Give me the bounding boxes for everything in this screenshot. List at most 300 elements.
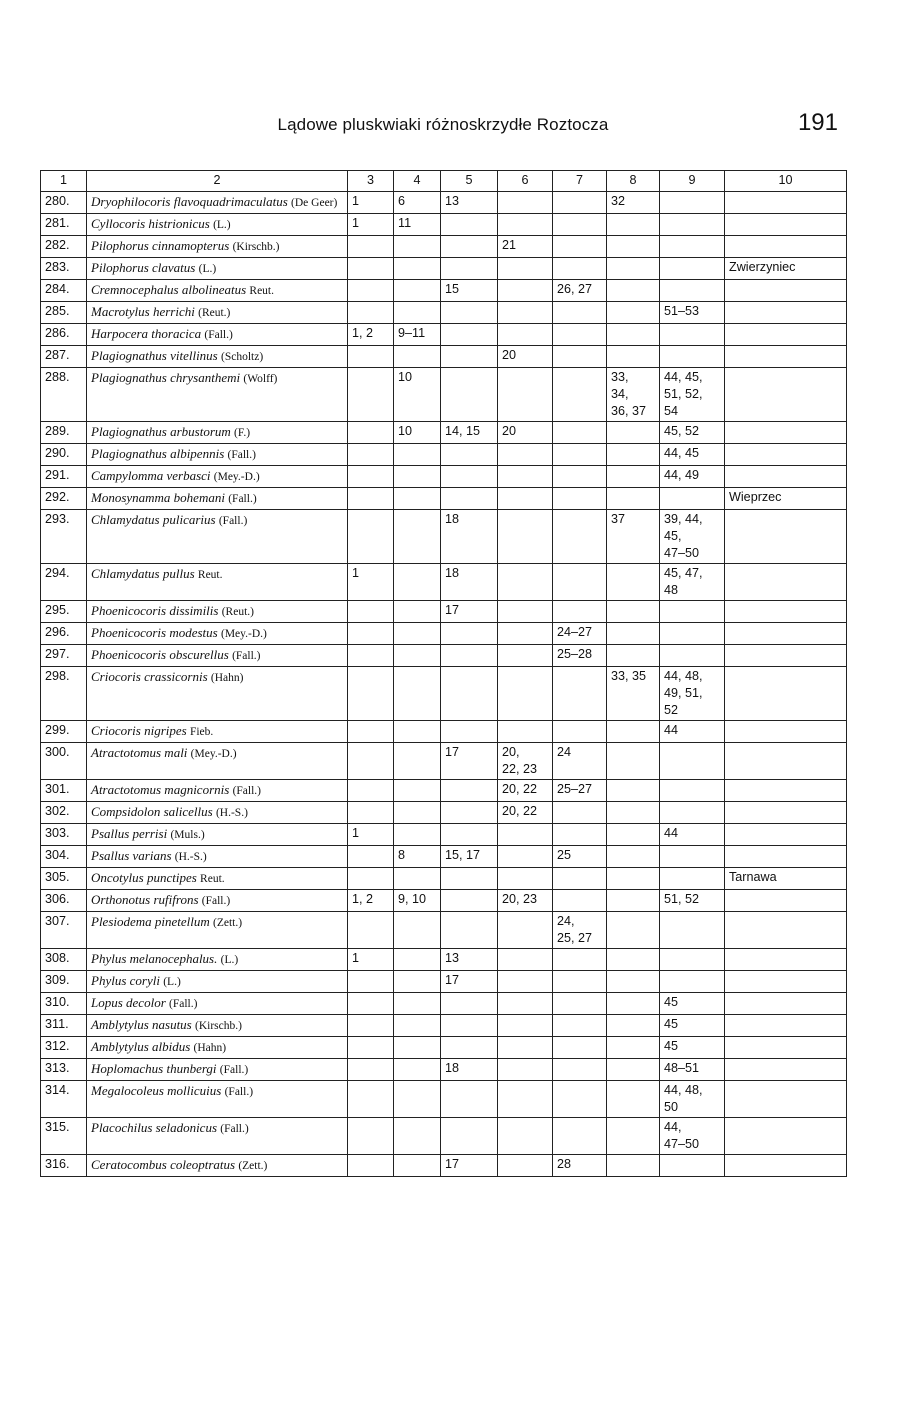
species-cell	[87, 780, 348, 802]
species-name: Plagiognathus albipennis	[91, 446, 225, 461]
cell-col-9	[660, 780, 725, 802]
cell-col-10	[725, 802, 847, 824]
cell-value: 1, 2	[352, 326, 374, 340]
cell-value: 15	[445, 282, 460, 296]
row-number: 285.	[41, 302, 87, 324]
table-row	[41, 971, 847, 993]
cell-col-7	[553, 324, 607, 346]
cell-col-4	[394, 890, 441, 912]
cell-col-4	[394, 444, 441, 466]
cell-col-7	[553, 258, 607, 280]
cell-col-8	[607, 368, 660, 422]
cell-col-6	[498, 721, 553, 743]
cell-col-4	[394, 1037, 441, 1059]
cell-col-5	[441, 780, 498, 802]
cell-col-3	[348, 236, 394, 258]
cell-value: 45, 52	[664, 424, 700, 438]
cell-col-8	[607, 868, 660, 890]
column-header-2: 2	[87, 171, 348, 192]
cell-col-7	[553, 280, 607, 302]
cell-col-7	[553, 564, 607, 601]
species-name: Pilophorus clavatus	[91, 260, 196, 275]
cell-col-5	[441, 324, 498, 346]
cell-col-3	[348, 1059, 394, 1081]
cell-col-6	[498, 993, 553, 1015]
table-row	[41, 993, 847, 1015]
cell-col-4	[394, 721, 441, 743]
species-cell	[87, 1059, 348, 1081]
cell-col-7	[553, 510, 607, 564]
cell-col-10	[725, 302, 847, 324]
table-body	[41, 192, 847, 1177]
species-cell	[87, 971, 348, 993]
table-row	[41, 1059, 847, 1081]
species-author: (F.)	[234, 427, 251, 439]
row-number: 311.	[41, 1015, 87, 1037]
cell-col-7	[553, 346, 607, 368]
table-row	[41, 236, 847, 258]
cell-col-6	[498, 1118, 553, 1155]
cell-col-6	[498, 780, 553, 802]
row-number: 303.	[41, 824, 87, 846]
row-number: 295.	[41, 601, 87, 623]
cell-col-3	[348, 949, 394, 971]
cell-col-6	[498, 280, 553, 302]
cell-col-6	[498, 236, 553, 258]
cell-col-5	[441, 564, 498, 601]
species-name: Placochilus seladonicus	[91, 1120, 218, 1135]
species-name: Chlamydatus pulicarius	[91, 512, 216, 527]
cell-col-9	[660, 802, 725, 824]
table-row	[41, 1081, 847, 1118]
cell-col-10	[725, 1015, 847, 1037]
cell-col-8	[607, 601, 660, 623]
cell-col-7	[553, 868, 607, 890]
cell-col-7	[553, 1155, 607, 1177]
row-number: 299.	[41, 721, 87, 743]
cell-col-7	[553, 1118, 607, 1155]
cell-col-9	[660, 721, 725, 743]
species-cell	[87, 324, 348, 346]
table-row	[41, 510, 847, 564]
row-number: 286.	[41, 324, 87, 346]
species-name: Dryophilocoris flavoquadrimaculatus	[91, 194, 288, 209]
cell-value: 24	[557, 745, 572, 759]
cell-value: 25–28	[557, 647, 593, 661]
cell-col-5	[441, 510, 498, 564]
cell-col-3	[348, 1118, 394, 1155]
cell-col-3	[348, 993, 394, 1015]
cell-col-3	[348, 601, 394, 623]
species-author: (Fall.)	[227, 449, 256, 461]
cell-col-6	[498, 192, 553, 214]
cell-col-10	[725, 601, 847, 623]
cell-col-8	[607, 444, 660, 466]
species-author: (De Geer)	[291, 197, 338, 209]
cell-col-4	[394, 488, 441, 510]
table-row	[41, 743, 847, 780]
species-name: Campylomma verbasci	[91, 468, 211, 483]
cell-value: 9, 10	[398, 892, 427, 906]
cell-col-7	[553, 645, 607, 667]
cell-value: 10	[398, 370, 413, 384]
row-number: 306.	[41, 890, 87, 912]
cell-col-7	[553, 302, 607, 324]
table-row	[41, 280, 847, 302]
cell-col-9	[660, 890, 725, 912]
cell-col-5	[441, 466, 498, 488]
cell-col-3	[348, 302, 394, 324]
cell-value: 18	[445, 1061, 460, 1075]
cell-value: 51, 52	[664, 892, 700, 906]
cell-col-4	[394, 1081, 441, 1118]
cell-col-8	[607, 824, 660, 846]
row-number: 290.	[41, 444, 87, 466]
table-row	[41, 346, 847, 368]
table-row	[41, 302, 847, 324]
cell-col-10	[725, 346, 847, 368]
cell-value: 45	[664, 995, 679, 1009]
cell-col-8	[607, 802, 660, 824]
cell-col-4	[394, 1118, 441, 1155]
cell-col-10	[725, 564, 847, 601]
cell-col-6	[498, 214, 553, 236]
cell-col-9	[660, 667, 725, 721]
cell-col-9	[660, 236, 725, 258]
species-author: (H.-S.)	[174, 851, 207, 863]
cell-col-9	[660, 949, 725, 971]
cell-col-3	[348, 890, 394, 912]
species-author: (Fall.)	[218, 515, 248, 527]
cell-col-3	[348, 258, 394, 280]
cell-col-6	[498, 824, 553, 846]
species-author: (Reut.)	[198, 307, 231, 319]
cell-col-10	[725, 645, 847, 667]
species-cell	[87, 1037, 348, 1059]
table-row	[41, 368, 847, 422]
cell-col-5	[441, 444, 498, 466]
cell-col-9	[660, 488, 725, 510]
cell-col-8	[607, 1081, 660, 1118]
species-cell	[87, 824, 348, 846]
cell-col-10	[725, 890, 847, 912]
cell-col-6	[498, 1081, 553, 1118]
cell-col-8	[607, 1015, 660, 1037]
row-number: 284.	[41, 280, 87, 302]
species-cell	[87, 236, 348, 258]
table-row	[41, 890, 847, 912]
cell-col-6	[498, 510, 553, 564]
cell-col-7	[553, 993, 607, 1015]
cell-col-5	[441, 192, 498, 214]
species-name: Orthonotus rufifrons	[91, 892, 199, 907]
species-cell	[87, 346, 348, 368]
cell-col-9	[660, 743, 725, 780]
species-author: (Mey.-D.)	[213, 471, 260, 483]
cell-col-3	[348, 466, 394, 488]
cell-value: 25	[557, 848, 572, 862]
row-number: 316.	[41, 1155, 87, 1177]
species-name: Compsidolon salicellus	[91, 804, 213, 819]
cell-value: 45	[664, 1039, 679, 1053]
cell-col-8	[607, 214, 660, 236]
cell-col-10	[725, 444, 847, 466]
cell-col-9	[660, 1037, 725, 1059]
cell-col-6	[498, 645, 553, 667]
cell-value: 48–51	[664, 1061, 700, 1075]
species-cell	[87, 302, 348, 324]
species-name: Chlamydatus pullus	[91, 566, 195, 581]
species-author: (L.)	[220, 954, 239, 966]
cell-col-7	[553, 780, 607, 802]
cell-col-10	[725, 949, 847, 971]
row-number: 291.	[41, 466, 87, 488]
cell-value: 20, 22	[502, 804, 538, 818]
cell-col-10	[725, 510, 847, 564]
species-author: Reut.	[249, 285, 275, 297]
cell-value: 21	[502, 238, 517, 252]
row-number: 292.	[41, 488, 87, 510]
cell-col-5	[441, 721, 498, 743]
cell-col-10	[725, 824, 847, 846]
species-cell	[87, 1081, 348, 1118]
species-author: Reut.	[197, 569, 223, 581]
cell-col-6	[498, 868, 553, 890]
cell-value: 24, 25, 27	[557, 914, 593, 945]
species-name: Plagiognathus arbustorum	[91, 424, 231, 439]
cell-col-7	[553, 743, 607, 780]
cell-value: 1	[352, 826, 360, 840]
cell-value: 17	[445, 1157, 460, 1171]
cell-value: 51–53	[664, 304, 700, 318]
row-number: 314.	[41, 1081, 87, 1118]
cell-col-4	[394, 802, 441, 824]
cell-col-5	[441, 1037, 498, 1059]
column-header-4: 4	[394, 171, 441, 192]
cell-value: 18	[445, 566, 460, 580]
cell-col-10	[725, 368, 847, 422]
cell-col-3	[348, 868, 394, 890]
cell-value: 32	[611, 194, 626, 208]
cell-col-7	[553, 422, 607, 444]
cell-value: 1	[352, 566, 360, 580]
species-author: (Kirschb.)	[232, 241, 280, 253]
cell-col-8	[607, 422, 660, 444]
species-name: Phylus coryli	[91, 973, 160, 988]
cell-col-7	[553, 1037, 607, 1059]
cell-value: 45	[664, 1017, 679, 1031]
table-row	[41, 258, 847, 280]
cell-col-6	[498, 564, 553, 601]
cell-value: 44, 48, 50	[664, 1083, 703, 1114]
cell-col-10	[725, 912, 847, 949]
species-author: (Zett.)	[238, 1160, 268, 1172]
species-author: (Fall.)	[232, 650, 261, 662]
cell-col-9	[660, 324, 725, 346]
cell-col-8	[607, 993, 660, 1015]
cell-col-9	[660, 868, 725, 890]
species-cell	[87, 1155, 348, 1177]
species-cell	[87, 868, 348, 890]
cell-col-3	[348, 721, 394, 743]
cell-value: Tarnawa	[729, 870, 777, 884]
cell-col-10	[725, 993, 847, 1015]
running-title: Lądowe pluskwiaki różnoskrzydłe Roztocza	[277, 115, 609, 134]
table-row	[41, 1037, 847, 1059]
cell-col-6	[498, 846, 553, 868]
column-header-6: 6	[498, 171, 553, 192]
cell-col-8	[607, 236, 660, 258]
cell-value: 15, 17	[445, 848, 481, 862]
row-number: 310.	[41, 993, 87, 1015]
species-name: Oncotylus punctipes	[91, 870, 197, 885]
cell-col-4	[394, 971, 441, 993]
species-name: Cremnocephalus albolineatus	[91, 282, 247, 297]
row-number: 304.	[41, 846, 87, 868]
cell-col-8	[607, 280, 660, 302]
cell-col-8	[607, 302, 660, 324]
cell-col-5	[441, 824, 498, 846]
cell-col-4	[394, 824, 441, 846]
species-cell	[87, 912, 348, 949]
cell-col-6	[498, 890, 553, 912]
species-author: (Kirschb.)	[195, 1020, 242, 1032]
cell-col-4	[394, 743, 441, 780]
cell-col-5	[441, 743, 498, 780]
column-header-7: 7	[553, 171, 607, 192]
cell-value: 20, 22	[502, 782, 538, 796]
cell-col-9	[660, 912, 725, 949]
table-row	[41, 912, 847, 949]
cell-col-9	[660, 192, 725, 214]
cell-col-8	[607, 780, 660, 802]
table-row	[41, 667, 847, 721]
species-author: (Fall.)	[228, 493, 257, 505]
cell-col-7	[553, 214, 607, 236]
cell-col-4	[394, 466, 441, 488]
species-author: (Wolff)	[243, 373, 278, 385]
cell-value: 24–27	[557, 625, 593, 639]
column-header-8: 8	[607, 171, 660, 192]
cell-col-9	[660, 1059, 725, 1081]
cell-col-8	[607, 623, 660, 645]
cell-col-5	[441, 280, 498, 302]
species-author: (Fall.)	[204, 329, 233, 341]
row-number: 281.	[41, 214, 87, 236]
table-row	[41, 488, 847, 510]
species-cell	[87, 721, 348, 743]
cell-value: 37	[611, 512, 626, 526]
cell-col-8	[607, 645, 660, 667]
cell-col-6	[498, 422, 553, 444]
species-cell	[87, 890, 348, 912]
cell-col-4	[394, 258, 441, 280]
cell-col-5	[441, 346, 498, 368]
cell-value: 13	[445, 194, 460, 208]
cell-col-10	[725, 743, 847, 780]
row-number: 309.	[41, 971, 87, 993]
cell-col-4	[394, 1155, 441, 1177]
cell-col-6	[498, 346, 553, 368]
cell-col-8	[607, 721, 660, 743]
species-cell	[87, 564, 348, 601]
species-author: (Fall.)	[219, 1064, 249, 1076]
species-name: Harpocera thoracica	[91, 326, 202, 341]
cell-col-4	[394, 346, 441, 368]
cell-value: 10	[398, 424, 413, 438]
cell-col-7	[553, 890, 607, 912]
table-row	[41, 564, 847, 601]
species-cell	[87, 846, 348, 868]
cell-col-10	[725, 324, 847, 346]
cell-value: 44	[664, 826, 679, 840]
cell-col-9	[660, 422, 725, 444]
cell-value: 1	[352, 194, 360, 208]
cell-col-7	[553, 824, 607, 846]
table-row	[41, 1118, 847, 1155]
row-number: 302.	[41, 802, 87, 824]
species-name: Criocoris crassicornis	[91, 669, 208, 684]
cell-col-8	[607, 949, 660, 971]
cell-col-7	[553, 444, 607, 466]
species-author: (Zett.)	[213, 917, 243, 929]
cell-col-4	[394, 564, 441, 601]
table-row	[41, 444, 847, 466]
cell-col-3	[348, 368, 394, 422]
cell-col-8	[607, 192, 660, 214]
species-author: (Hahn)	[193, 1042, 227, 1054]
cell-col-5	[441, 993, 498, 1015]
cell-col-3	[348, 488, 394, 510]
cell-col-9	[660, 214, 725, 236]
species-author: (Fall.)	[220, 1123, 249, 1135]
cell-col-10	[725, 1059, 847, 1081]
cell-col-6	[498, 258, 553, 280]
cell-col-6	[498, 743, 553, 780]
cell-col-10	[725, 1037, 847, 1059]
cell-col-5	[441, 846, 498, 868]
cell-col-9	[660, 368, 725, 422]
cell-col-5	[441, 488, 498, 510]
cell-col-4	[394, 846, 441, 868]
cell-col-7	[553, 912, 607, 949]
cell-col-9	[660, 1118, 725, 1155]
cell-col-4	[394, 280, 441, 302]
cell-value: 44, 49	[664, 468, 700, 482]
cell-col-5	[441, 1059, 498, 1081]
table-row	[41, 868, 847, 890]
cell-col-8	[607, 324, 660, 346]
species-author: (Scholtz)	[221, 351, 264, 363]
cell-col-3	[348, 214, 394, 236]
column-header-1: 1	[41, 171, 87, 192]
cell-col-4	[394, 1059, 441, 1081]
table-row	[41, 324, 847, 346]
cell-col-3	[348, 1037, 394, 1059]
species-name: Atractotomus magnicornis	[91, 782, 230, 797]
cell-col-7	[553, 601, 607, 623]
cell-value: 9–11	[398, 326, 426, 340]
cell-col-10	[725, 623, 847, 645]
cell-col-3	[348, 912, 394, 949]
cell-col-9	[660, 444, 725, 466]
table-row	[41, 824, 847, 846]
species-cell	[87, 488, 348, 510]
species-name: Megalocoleus mollicuius	[91, 1083, 222, 1098]
cell-col-8	[607, 667, 660, 721]
species-name: Lopus decolor	[91, 995, 166, 1010]
table-row	[41, 422, 847, 444]
